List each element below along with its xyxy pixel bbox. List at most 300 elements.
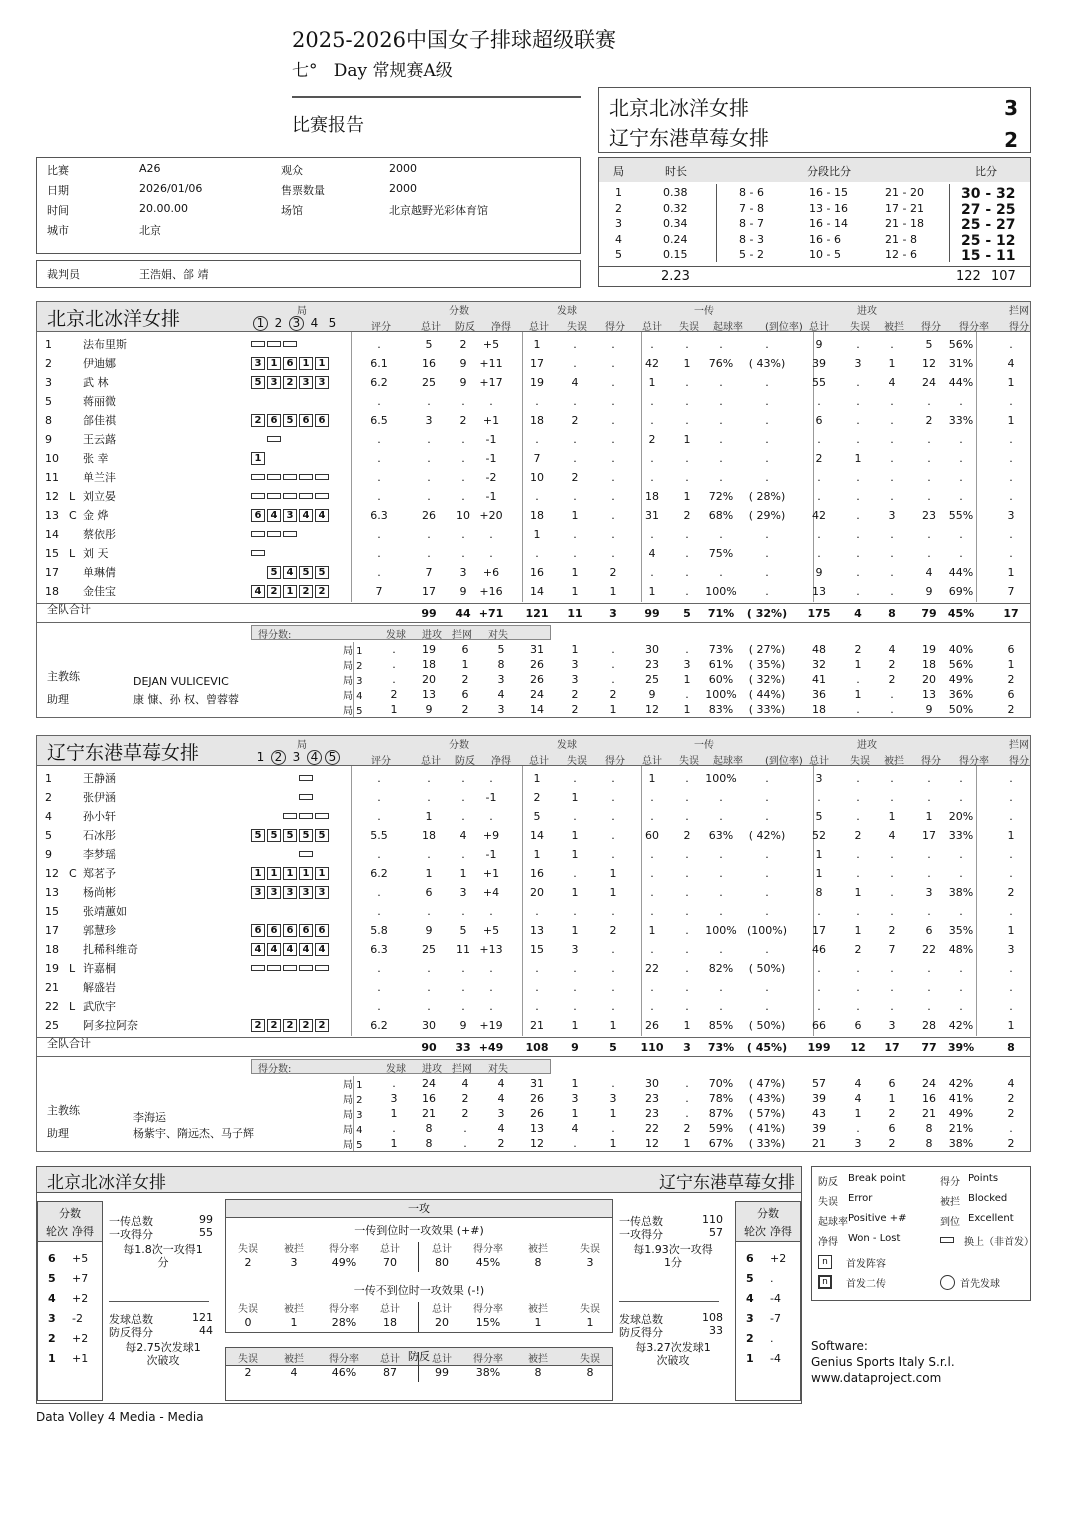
stat-at: 5 <box>815 810 823 823</box>
zone-empty <box>267 813 283 819</box>
total-at: 199 <box>807 1041 831 1054</box>
stat-re: . <box>685 886 689 899</box>
setstat-ae: 1 <box>854 1107 862 1120</box>
pts-h-serve: 发球 <box>386 1064 406 1075</box>
set-p1: 5 - 2 <box>739 248 764 261</box>
set-numbers <box>253 750 343 766</box>
stat-sp: . <box>611 962 615 975</box>
pts-h-blk: 拦网 <box>452 630 472 641</box>
setstat-ae: . <box>856 703 860 716</box>
start-zone: 2 <box>299 1019 313 1032</box>
stat-apct: 69% <box>948 585 974 598</box>
total-sp: 3 <box>609 607 617 620</box>
player-number: 3 <box>45 376 52 389</box>
setstat-rt: 25 <box>645 673 659 686</box>
setstat-b: 2 <box>1007 1092 1015 1105</box>
total-rt2: 99 <box>644 607 660 620</box>
pos-attack-col: 失误 <box>580 1244 600 1255</box>
rotation-net: -4 <box>770 1292 781 1305</box>
start-zone: 4 <box>251 585 265 598</box>
stat-net: +9 <box>482 829 500 842</box>
stat-apct: . <box>959 433 963 446</box>
stat-net: . <box>489 962 493 975</box>
stat-sp: . <box>611 471 615 484</box>
stat-ab: 7 <box>888 943 896 956</box>
stat-net: -1 <box>485 433 497 446</box>
stat-st: 1 <box>533 848 541 861</box>
stat-sp: . <box>611 791 615 804</box>
h-rec: 一传 <box>694 740 714 751</box>
stat-ab: . <box>890 452 894 465</box>
divider <box>109 1301 209 1302</box>
stat-rexc: . <box>765 981 769 994</box>
defense-title: 防反 <box>226 1348 612 1366</box>
stat-rexc: . <box>765 528 769 541</box>
info-v1: 20.00.00 <box>139 202 188 215</box>
divider <box>292 96 581 98</box>
setstat-at: 8 <box>425 1137 433 1150</box>
stat-ae: . <box>856 791 860 804</box>
stat-bk: 1 <box>1007 1019 1015 1032</box>
h-set: 局 <box>297 740 307 751</box>
stat-re: . <box>685 338 689 351</box>
rotation-number: 4 <box>48 1292 56 1305</box>
total-pt: 99 <box>421 607 437 620</box>
coach-label: 主教练 <box>47 670 80 683</box>
setstat-st: 26 <box>530 1107 544 1120</box>
setstat-sp: . <box>611 658 615 671</box>
stat-st: . <box>535 490 539 503</box>
stat-v2: 33 <box>709 1324 723 1337</box>
neg-attack-val: 1 <box>534 1316 542 1329</box>
stat-sp: . <box>611 376 615 389</box>
player-row <box>37 411 1030 430</box>
stat-ap: . <box>927 490 931 503</box>
stat-re: 2 <box>683 509 691 522</box>
legend-first-line: 首发阵容 <box>846 1259 886 1270</box>
stat-se: . <box>573 547 577 560</box>
setstat-ap: 18 <box>922 658 936 671</box>
h-rec: 一传 <box>694 306 714 317</box>
set-p1: 8 - 3 <box>739 232 764 246</box>
stat-rexc: ( 42%) <box>748 829 786 842</box>
stat-st: 14 <box>530 829 544 842</box>
stat-net: +11 <box>479 357 503 370</box>
zone-empty <box>283 398 299 404</box>
software-url: www.dataproject.com <box>811 1371 942 1385</box>
start-zone: 3 <box>267 376 281 389</box>
neg-attack-val: 28% <box>331 1316 357 1329</box>
setstat-rpos: 78% <box>708 1092 734 1105</box>
neg-attack-col: 失误 <box>238 1304 258 1315</box>
stat-note: 每3.27次发球1次破攻 <box>635 1341 711 1367</box>
rotation-net: +2 <box>72 1292 89 1305</box>
set-label: 局 4 <box>343 1125 363 1136</box>
setstat-re: . <box>685 688 689 701</box>
neg-attack-title: 一传不到位时一攻效果 (-!) <box>353 1284 485 1297</box>
stat-ab: . <box>890 528 894 541</box>
stat-bk: 3 <box>1007 943 1015 956</box>
start-zone: 4 <box>283 943 297 956</box>
coach-name: DEJAN VULICEVIC <box>133 675 229 688</box>
player-name: 金佳宝 <box>83 585 116 598</box>
setstat-rt: 23 <box>645 1092 659 1105</box>
setstat-ab: 2 <box>888 673 896 686</box>
team-header <box>37 736 1030 766</box>
zone-empty <box>251 398 267 404</box>
zone-empty <box>251 984 267 990</box>
setstat-apct: 56% <box>948 658 974 671</box>
player-number: 22 <box>45 1000 59 1013</box>
stat-ae: . <box>856 566 860 579</box>
stat-re: . <box>685 528 689 541</box>
team-table <box>36 735 1031 1152</box>
summary-box <box>36 1166 802 1404</box>
setstat-se: 1 <box>571 643 579 656</box>
h-blk2: 得分 <box>1009 756 1029 767</box>
setstat-apct: 21% <box>948 1122 974 1135</box>
stat-rpos: 68% <box>708 509 734 522</box>
setstat-b: . <box>1009 1122 1013 1135</box>
stat-at: . <box>817 962 821 975</box>
set-label: 局 2 <box>343 661 363 672</box>
bench-sub-icon <box>251 493 265 499</box>
stat-net: . <box>489 981 493 994</box>
stat-ab: . <box>890 1000 894 1013</box>
stat-pt: 18 <box>422 829 436 842</box>
pos-attack-col: 得分率 <box>329 1244 359 1255</box>
summary-header <box>37 1167 801 1193</box>
stat-pt: . <box>427 395 431 408</box>
setstat-a: 57 <box>812 1077 826 1090</box>
stat-ae: . <box>856 547 860 560</box>
stat-sp: . <box>611 357 615 370</box>
stat-ab: 3 <box>888 1019 896 1032</box>
points-by-type-header <box>251 1059 551 1074</box>
stat-apct: . <box>959 528 963 541</box>
start-zone: 3 <box>283 886 297 899</box>
stat-rpos: . <box>719 867 723 880</box>
stat-bp: . <box>461 981 465 994</box>
set-n: 4 <box>615 232 622 246</box>
set-number-2: 2 <box>274 316 283 330</box>
stat-rexc: . <box>765 376 769 389</box>
start-zone: 3 <box>251 886 265 899</box>
setstat-re: 1 <box>683 673 691 686</box>
stat-apct: 48% <box>948 943 974 956</box>
setstat-ae: 2 <box>854 643 862 656</box>
player-zones <box>251 828 331 842</box>
rot-h1: 轮次 <box>744 1225 766 1238</box>
total-ab: 8 <box>888 607 896 620</box>
player-name: 武欣宇 <box>83 1000 116 1013</box>
player-zones <box>251 451 331 465</box>
stat-ae: . <box>856 1000 860 1013</box>
stat-ae: 1 <box>854 452 862 465</box>
legend-key: 防反 <box>818 1177 838 1188</box>
set-time: 0.32 <box>663 201 688 215</box>
setstat-rt: 30 <box>645 1077 659 1090</box>
setstat-a: 43 <box>812 1107 826 1120</box>
pos-attack-col: 总计 <box>380 1244 400 1255</box>
h-a_err: 失误 <box>850 322 870 333</box>
stat-rexc: ( 43%) <box>748 357 786 370</box>
rotation-number: 4 <box>746 1292 754 1305</box>
stat-rt2: . <box>650 1000 654 1013</box>
zone-empty <box>315 341 331 347</box>
start-zone: 3 <box>299 376 313 389</box>
bench-sub-icon <box>299 794 313 800</box>
player-name: 杨尚彬 <box>83 886 116 899</box>
stat-ap: 1 <box>925 810 933 823</box>
stat-apct: 35% <box>948 924 974 937</box>
setstat-bk: 2 <box>461 1107 469 1120</box>
stat-re: . <box>685 1000 689 1013</box>
setstat-op: 4 <box>497 688 505 701</box>
stat-pt: 1 <box>425 867 433 880</box>
h-blk: 拦网 <box>1009 306 1029 317</box>
stat-bp: . <box>461 791 465 804</box>
setstat-op: 4 <box>497 1077 505 1090</box>
stat-rexc: . <box>765 566 769 579</box>
info-v2: 2000 <box>389 162 417 175</box>
stat-rt: . <box>377 338 381 351</box>
player-number: 4 <box>45 810 52 823</box>
stat-ap: . <box>927 962 931 975</box>
bench-sub-icon <box>283 531 297 537</box>
info-v1: 2026/01/06 <box>139 182 203 195</box>
rot-h2: 净得 <box>770 1225 792 1238</box>
setstat-re: . <box>685 1107 689 1120</box>
defense-box <box>225 1347 613 1401</box>
setstat-se: 4 <box>571 1122 579 1135</box>
stat-ap: 6 <box>925 924 933 937</box>
stat-apct: 20% <box>948 810 974 823</box>
stat-rexc: . <box>765 452 769 465</box>
stat-rt: 6.1 <box>370 357 388 370</box>
stat-ab: . <box>890 585 894 598</box>
stat-apct: 55% <box>948 509 974 522</box>
setstat-se: 2 <box>571 688 579 701</box>
stat-rpos: . <box>719 981 723 994</box>
player-role: L <box>69 962 76 975</box>
set-time: 0.38 <box>663 186 688 199</box>
set-p1: 8 - 7 <box>739 217 764 230</box>
stat-bp: . <box>461 471 465 484</box>
defense-val: 46% <box>331 1366 357 1379</box>
stat-rt2: 22 <box>645 962 659 975</box>
pos-attack-val: 70 <box>383 1256 397 1269</box>
defense-col: 得分率 <box>329 1354 359 1365</box>
info-v1: 北京 <box>139 224 161 237</box>
setstat-sp: 2 <box>609 688 617 701</box>
coach-label: 主教练 <box>47 1104 80 1117</box>
rotation-number: 1 <box>48 1352 56 1365</box>
stat-rt2: 26 <box>645 1019 659 1032</box>
setstat-bk: 1 <box>461 658 469 671</box>
match-subtitle: 七° Day 常规赛A级 <box>292 61 453 81</box>
start-zone: 1 <box>267 867 281 880</box>
total-label: 全队合计 <box>47 603 91 616</box>
stat-rt2: 18 <box>645 490 659 503</box>
stat-at: 13 <box>812 585 826 598</box>
stat-st: 5 <box>533 810 541 823</box>
stat-ab: . <box>890 962 894 975</box>
stat-bp: . <box>461 395 465 408</box>
stat-ap: . <box>927 772 931 785</box>
rotation-cols <box>736 1223 800 1239</box>
stat-pt: . <box>427 848 431 861</box>
pts-h-opp: 对失 <box>488 1064 508 1075</box>
stat-ap: 9 <box>925 585 933 598</box>
stat-net: +16 <box>479 585 503 598</box>
stat-ae: . <box>856 585 860 598</box>
stat-l1: 发球总数 <box>619 1313 663 1326</box>
stat-st: 21 <box>530 1019 544 1032</box>
stat-bp: 9 <box>459 357 467 370</box>
stat-net: +17 <box>479 376 503 389</box>
total-rt2: 110 <box>640 1041 664 1054</box>
player-number: 13 <box>45 509 59 522</box>
stat-st: . <box>535 905 539 918</box>
stat-rt2: 60 <box>645 829 659 842</box>
stat-net: +4 <box>482 886 500 899</box>
stat-at: . <box>817 528 821 541</box>
stat-rt2: . <box>650 528 654 541</box>
stat-re: . <box>685 414 689 427</box>
stat-sp: . <box>611 943 615 956</box>
set-n: 1 <box>615 186 622 199</box>
stat-ae: . <box>856 810 860 823</box>
total-rpos: 73% <box>707 1041 735 1054</box>
stat-bk: . <box>1009 471 1013 484</box>
player-number: 5 <box>45 829 52 842</box>
zone-empty <box>315 550 331 556</box>
stat-rpos: . <box>719 433 723 446</box>
h-r_exc: (到位率) <box>765 756 803 767</box>
setstat-ab: 4 <box>888 643 896 656</box>
software-credit <box>811 1338 955 1386</box>
player-role: L <box>69 547 76 560</box>
setstat-ae: 1 <box>854 658 862 671</box>
stat-se: . <box>573 867 577 880</box>
away-rotation-box <box>735 1201 801 1401</box>
stat-sp: . <box>611 848 615 861</box>
stat-bk: . <box>1009 433 1013 446</box>
legend-second-box: n <box>818 1275 832 1289</box>
stat-bp: . <box>461 433 465 446</box>
stat-at: 8 <box>815 886 823 899</box>
rotation-header <box>736 1202 800 1242</box>
pos-attack-title: 一传到位时一攻效果 (+#) <box>354 1224 484 1237</box>
h-rating: 评分 <box>371 756 391 767</box>
setstat-b: 6 <box>1007 688 1015 701</box>
bench-sub-icon <box>315 813 329 819</box>
player-name: 金 烨 <box>83 509 109 522</box>
total-apct: 39% <box>947 1041 975 1054</box>
stat-note: 每1.93次一攻得1分 <box>633 1243 713 1269</box>
rotation-number: 1 <box>746 1352 754 1365</box>
player-number: 8 <box>45 414 52 427</box>
stat-st: 13 <box>530 924 544 937</box>
stat-pt: . <box>427 905 431 918</box>
player-name: 阿多拉阿奈 <box>83 1019 138 1032</box>
stat-ab: . <box>890 772 894 785</box>
stat-ab: . <box>890 395 894 408</box>
bench-sub-icon <box>283 965 297 971</box>
bench-sub-icon <box>940 1237 954 1243</box>
stat-rexc: . <box>765 585 769 598</box>
stat-rpos: 85% <box>708 1019 734 1032</box>
stat-sp: 1 <box>609 585 617 598</box>
pos-attack-val: 3 <box>290 1256 298 1269</box>
stat-apct: 33% <box>948 414 974 427</box>
stat-rpos: . <box>719 395 723 408</box>
setstat-apct: 42% <box>948 1077 974 1090</box>
start-zone: 4 <box>299 943 313 956</box>
set-p2: 10 - 5 <box>809 248 841 261</box>
setstat-re: 3 <box>683 658 691 671</box>
setstat-bk: 2 <box>461 673 469 686</box>
stat-rpos: 100% <box>705 924 737 937</box>
setstat-sp: . <box>611 643 615 656</box>
stat-rexc: . <box>765 547 769 560</box>
stat-apct: . <box>959 791 963 804</box>
h-points: 分数 <box>449 306 469 317</box>
stat-net: . <box>489 810 493 823</box>
player-zones <box>251 942 331 956</box>
stat-pt: 17 <box>422 585 436 598</box>
setstat-ap: 24 <box>922 1077 936 1090</box>
player-role: L <box>69 490 76 503</box>
stat-apct: . <box>959 395 963 408</box>
setstat-rpos: 61% <box>708 658 734 671</box>
player-row <box>37 544 1030 563</box>
total-bp: 33 <box>455 1041 471 1054</box>
stat-ae: . <box>856 490 860 503</box>
start-zone: 6 <box>315 924 329 937</box>
rotation-net: . <box>770 1272 774 1285</box>
stat-l1: 发球总数 <box>109 1313 153 1326</box>
setstat-apct: 41% <box>948 1092 974 1105</box>
player-row <box>37 335 1030 354</box>
stat-ap: . <box>927 905 931 918</box>
stat-net: +5 <box>482 338 500 351</box>
bench-sub-icon <box>315 493 329 499</box>
match-title: 2025-2026中国女子排球超级联赛 <box>292 28 616 52</box>
h-p_bp: 防反 <box>455 756 475 767</box>
pos-attack-col: 总计 <box>432 1244 452 1255</box>
legend-key2: 被拦 <box>940 1197 960 1208</box>
total-re: 3 <box>683 1041 691 1054</box>
setstat-se: 3 <box>571 658 579 671</box>
rotation-title: 分数 <box>757 1207 779 1220</box>
total-bp: 44 <box>455 607 471 620</box>
stat-se: . <box>573 981 577 994</box>
stat-ab: 1 <box>888 357 896 370</box>
stat-st: 7 <box>533 452 541 465</box>
rotation-number: 5 <box>746 1272 754 1285</box>
stat-pt: . <box>427 772 431 785</box>
player-row <box>37 354 1030 373</box>
player-name: 蒋丽微 <box>83 395 116 408</box>
setstat-b: 2 <box>1007 1107 1015 1120</box>
stat-rpos: . <box>719 1000 723 1013</box>
stat-bp: 9 <box>459 376 467 389</box>
assistant-names: 康 慷、孙 权、曾蓉蓉 <box>133 693 239 706</box>
set-number-3: 3 <box>289 316 304 331</box>
setstat-st: 12 <box>530 1137 544 1150</box>
